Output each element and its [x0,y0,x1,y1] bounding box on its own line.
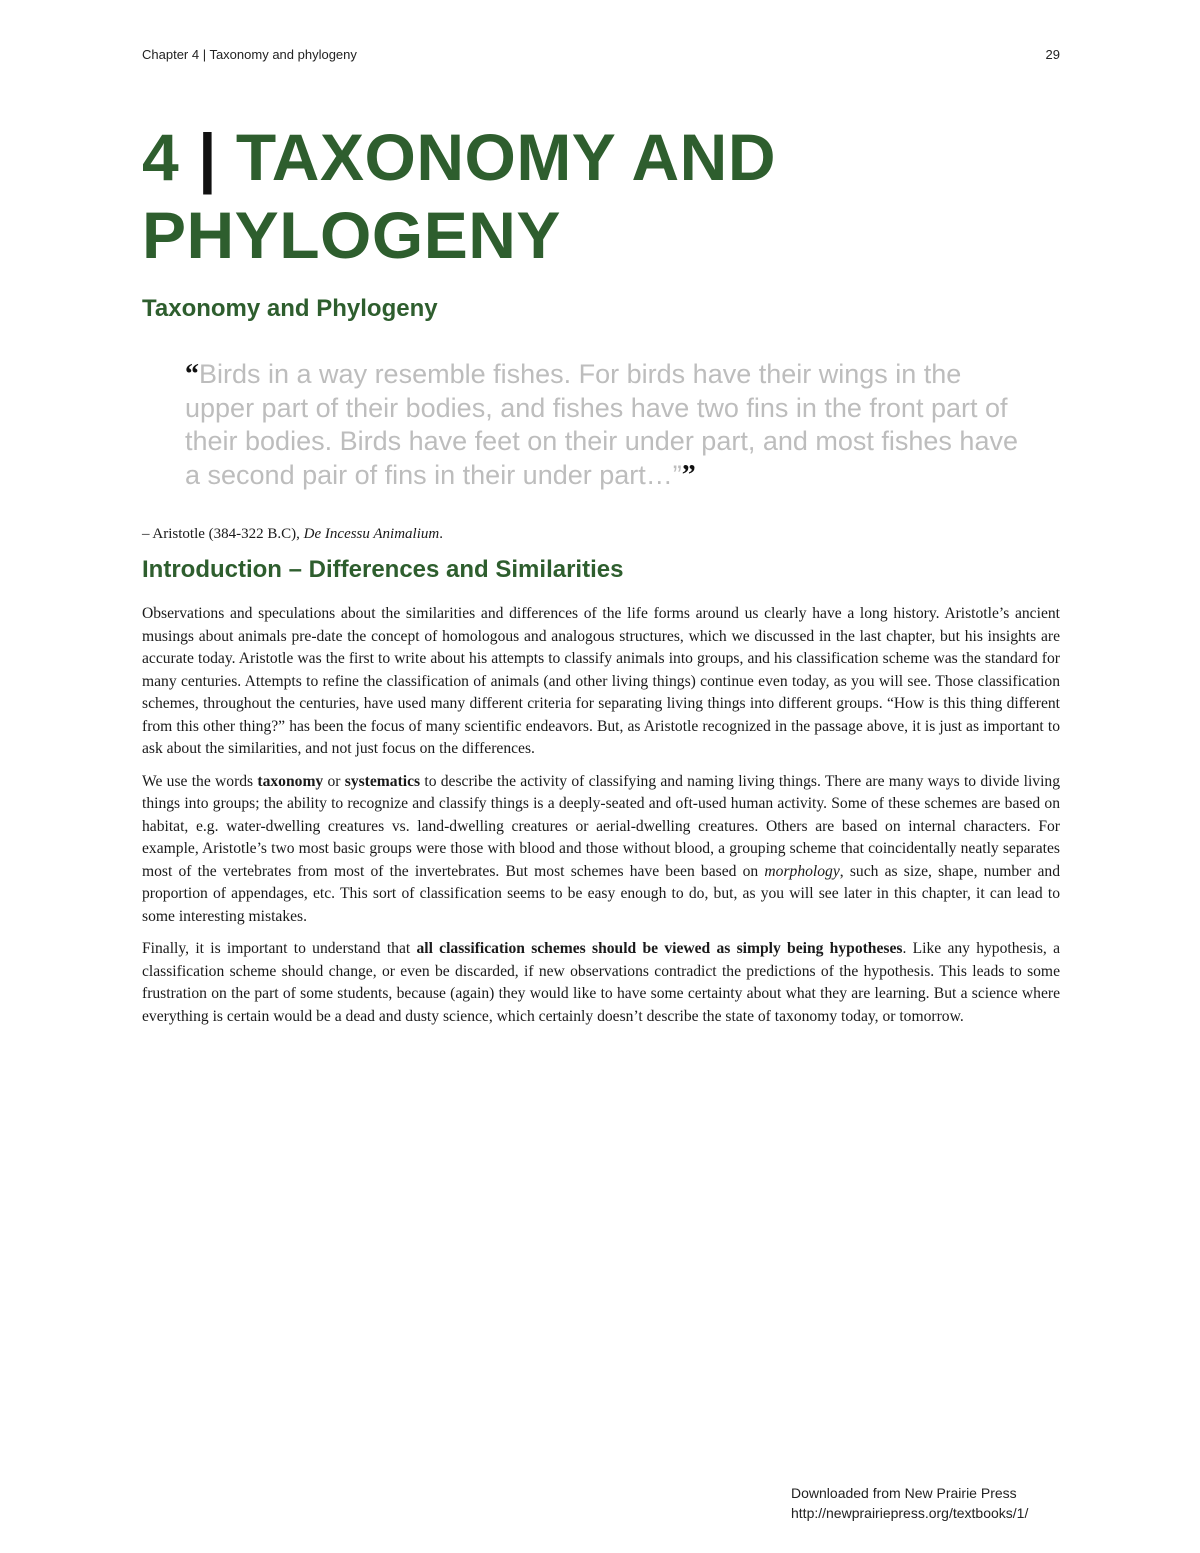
attribution-author: – Aristotle (384-322 B.C), [142,526,304,542]
running-title: Chapter 4 | Taxonomy and phylogeny [142,47,357,62]
p3-text-a: Finally, it is important to understand that [142,940,417,957]
attribution-work: De Incessu Animalium [303,526,440,542]
chapter-separator: | [198,120,218,194]
page-number: 29 [1045,47,1060,62]
p2-text-e: to describe the activity of classifying and naming living things. There are many ways to divide living things into groups; the ability to recognize and classify things is a deeply-seated and oft-used human activity. Some of these schemes are based on habitat, e.g. water-dwelling creatures vs. land-dwelling creatures or aerial-dwelling creatures. Others are based on internal characters. For example, Aristotle’s two most basic groups were those with blood and those without blood, a grouping scheme that coincidentally neatly separates most of the vertebrates from most of the invertebrates. But most schemes have been based on [142,772,1060,880]
attribution-suffix: . [439,526,443,542]
p2-text-c: or [323,772,345,790]
intro-heading: Introduction – Differences and Similarities [142,556,624,583]
quote-attribution [142,526,443,543]
quote-close-mark: ” [681,459,696,491]
footer-url[interactable]: http://newprairiepress.org/textbooks/1/ [791,1505,1029,1521]
pull-quote [185,358,1025,492]
chapter-title-line1: TAXONOMY AND [235,120,776,194]
footer-source: Downloaded from New Prairie Press [791,1485,1017,1501]
term-systematics: systematics [344,772,421,790]
key-statement: all classification schemes should be viewed as simply being hypotheses [416,940,903,957]
p2-text-g: , such as size, shape, number and proportion of appendages, etc. This sort of classification seems to be easy enough to do, but, as you will see later in this chapter, it can lead to some interesting mistakes. [142,862,1061,925]
running-header [142,47,1060,62]
paragraph-2 [142,771,1060,929]
quote-text: Birds in a way resemble fishes. For birds have their wings in the upper part of their bodies, and fishes have two fins in the front part of their bodies. Birds have feet on their under part, and most fishes have a second pair of fins in their under part…” [185,359,1018,490]
term-morphology: morphology [764,862,840,880]
body-text [142,603,1060,1038]
chapter-number: 4 [142,120,180,194]
p2-text-a: We use the words [142,772,258,790]
section-title: Taxonomy and Phylogeny [142,295,438,322]
chapter-title-line2: PHYLOGENY [142,198,561,272]
term-taxonomy: taxonomy [257,772,324,790]
quote-open-mark: “ [185,359,199,390]
p3-text-c: . Like any hypothesis, a classification scheme should change, or even be discarded, if new observations contradict the predictions of the hypothesis. This leads to some frustration on the part of some students, because (again) they would like to have some certainty about what they are learning. But a science where everything is certain would be a dead and dusty science, which certainly doesn’t describe the state of taxonomy today, or tomorrow. [142,940,1060,1025]
download-footer [791,1483,1028,1523]
chapter-title [142,118,1060,274]
paragraph-3 [142,938,1060,1028]
paragraph-1: Observations and speculations about the similarities and differences of the life forms around us clearly have a long history. Aristotle’s ancient musings about animals pre-date the concept of homologous and analogous structures, which we discussed in the last chapter, but his insights are accurate today. Aristotle was the first to write about his attempts to classify animals into groups, and his classification scheme was the standard for many centuries. Attempts to refine the classification of animals (and other living things) continue even today, as you will see. Those classification schemes, throughout the centuries, have used many different criteria for separating living things into different groups. “How is this thing different from this other thing?” has been the focus of many scientific endeavors. But, as Aristotle recognized in the passage above, it is just as important to ask about the similarities, and not just focus on the differences. [142,605,1060,757]
